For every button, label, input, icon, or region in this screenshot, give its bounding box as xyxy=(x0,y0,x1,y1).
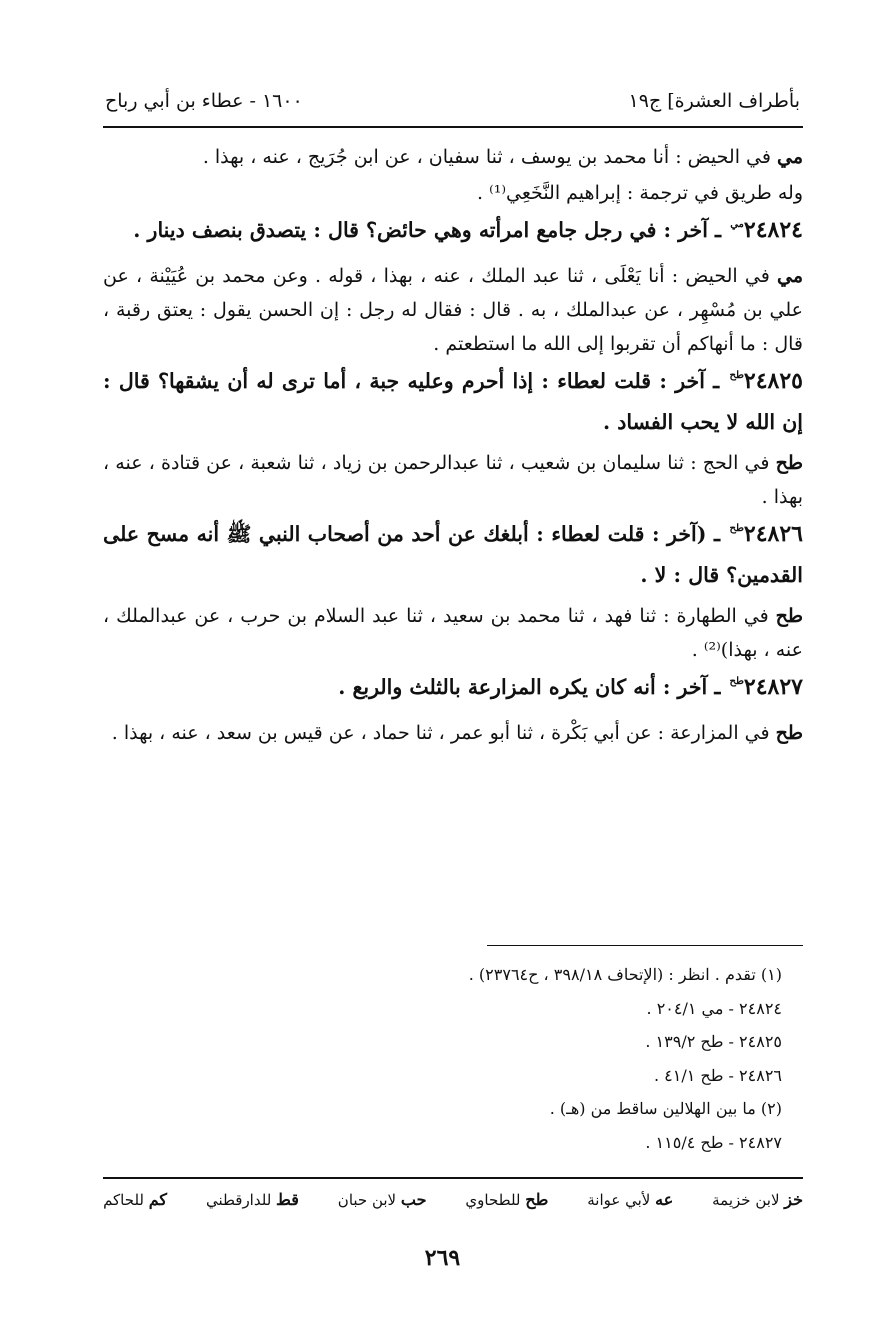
source-code: طح xyxy=(775,605,803,627)
source-text: في الحيض : أنا محمد بن يوسف ، ثنا سفيان ، عن ابن جُرَيج ، عنه ، بهذا . xyxy=(202,146,777,168)
entry-text: ـ آخر : أنه كان يكره المزارعة بالثلث والربع . xyxy=(338,675,728,699)
source-text: في الحيض : أنا يَعْلَى ، ثنا عبد الملك ، عنه ، بهذا ، قوله . وعن محمد بن عُيَيْنة ، عن علي بن مُسْهِر ، عن عبدالملك ، به . قال : فقال له رجل : إن الحسن يقول : يعتق رقبة ، قال : ما أنهاكم أن تقربوا إلى الله ما استطعتم . xyxy=(103,265,803,355)
legend-name: لابن حبان xyxy=(337,1191,397,1209)
legend-name: لابن خزيمة xyxy=(712,1191,780,1209)
source-code: طح xyxy=(775,722,803,744)
entry-siglum: طح xyxy=(729,370,744,381)
legend-name: لأبي عوانة xyxy=(587,1191,651,1209)
source-code: مي xyxy=(776,146,803,168)
footnote: (٢) ما بين الهلالين ساقط من (هـ) . xyxy=(549,1099,782,1118)
footnote-rule xyxy=(487,945,803,946)
entry-siglum: مي xyxy=(730,219,744,230)
source-text: في الطهارة : ثنا فهد ، ثنا محمد بن سعيد ، ثنا عبد السلام بن حرب ، عن عبدالملك ، عنه ، بهذا)⁽²⁾ . xyxy=(103,605,803,661)
footnote: ٢٤٨٢٦ - طح ٤١/١ . xyxy=(653,1065,782,1085)
main-text xyxy=(103,140,803,752)
legend-item xyxy=(338,1188,427,1212)
source-line xyxy=(103,446,803,514)
legend-code: كم xyxy=(148,1190,168,1209)
hadith-entry xyxy=(103,363,803,440)
source-code: طح xyxy=(775,452,803,474)
legend-code: حب xyxy=(400,1190,427,1209)
hadith-entry xyxy=(103,212,803,253)
hadith-entry xyxy=(103,669,803,710)
footnote: ٢٤٨٢٤ - مي ٢٠٤/١ . xyxy=(646,998,782,1018)
entry-text: ـ آخر : في رجل جامع امرأته وهي حائض؟ قال : يتصدق بنصف دينار . xyxy=(133,218,729,242)
hadith-entry xyxy=(103,516,803,593)
entry-text: ـ آخر : قلت لعطاء : إذا أحرم وعليه جبة ، أما ترى له أن يشقها؟ قال : إن الله لا يحب الفساد . xyxy=(103,369,803,434)
legend-item xyxy=(103,1188,167,1212)
source-code: مي xyxy=(776,265,803,287)
header-rule xyxy=(103,126,803,128)
legend-item xyxy=(587,1188,673,1212)
legend-name: للدارقطني xyxy=(205,1191,272,1209)
source-line xyxy=(103,176,803,210)
running-header xyxy=(105,84,800,118)
legend-name: للحاكم xyxy=(103,1191,144,1209)
source-line xyxy=(103,259,803,361)
legend-name: للطحاوي xyxy=(465,1191,521,1209)
legend-code: خز xyxy=(784,1190,803,1209)
entry-number: ٢٤٨٢٤ xyxy=(743,217,803,243)
entry-siglum: طح xyxy=(729,523,744,534)
legend-code: قط xyxy=(276,1190,299,1209)
header-left-title: ١٦٠٠ - عطاء بن أبي رباح xyxy=(105,90,303,112)
source-line xyxy=(103,716,803,750)
source-line xyxy=(103,599,803,667)
entry-number: ٢٤٨٢٧ xyxy=(743,674,803,700)
source-text: في المزارعة : عن أبي بَكْرة ، ثنا أبو عمر ، ثنا حماد ، عن قيس بن سعد ، عنه ، بهذا . xyxy=(111,722,776,744)
entry-number: ٢٤٨٢٦ xyxy=(743,521,803,547)
page-number: ٢٦٩ xyxy=(424,1245,461,1271)
footnote: ٢٤٨٢٧ - طح ١١٥/٤ . xyxy=(645,1132,782,1152)
legend-code: طح xyxy=(525,1190,549,1209)
header-right-title: بأطراف العشرة] ج١٩ xyxy=(628,90,800,112)
legend-rule xyxy=(103,1177,803,1179)
entry-number: ٢٤٨٢٥ xyxy=(743,368,803,394)
siglum-legend xyxy=(103,1188,803,1212)
source-text: في الحج : ثنا سليمان بن شعيب ، ثنا عبدالرحمن بن زياد ، ثنا شعبة ، عن قتادة ، عنه ، بهذا . xyxy=(103,452,803,508)
legend-item xyxy=(206,1188,299,1212)
footnotes xyxy=(110,958,782,1159)
entry-siglum: طح xyxy=(729,676,744,687)
source-text: وله طريق في ترجمة : إبراهيم النَّخَعِي⁽¹⁾ . xyxy=(477,182,803,204)
source-line xyxy=(103,140,803,174)
legend-item xyxy=(465,1188,548,1212)
footnote: ٢٤٨٢٥ - طح ١٣٩/٢ . xyxy=(645,1032,782,1051)
entry-text: ـ (آخر : قلت لعطاء : أبلغك عن أحد من أصحاب النبي ﷺ أنه مسح على القدمين؟ قال : لا . xyxy=(103,522,803,587)
legend-code: عه xyxy=(655,1190,674,1209)
footnote: (١) تقدم . انظر : (الإتحاف ٣٩٨/١٨ ، ح٢٣٧٦٤) . xyxy=(468,965,782,984)
legend-item xyxy=(712,1188,803,1212)
